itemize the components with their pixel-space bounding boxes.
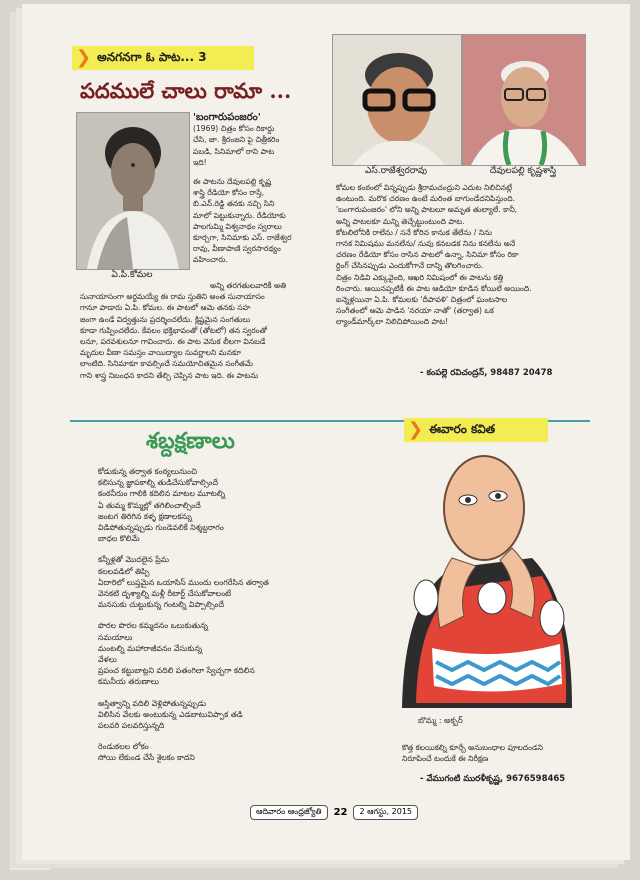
- poem-line: సమయాలు: [98, 632, 133, 642]
- column-tag: [72, 46, 254, 70]
- poem-line: వెనకటి దృశ్యాల్ని మళ్లీ రీటార్ట్ చేసుకోవాలంటే: [98, 589, 232, 599]
- body-paragraph-3: [336, 182, 586, 328]
- lyricist-photo-caption: దేవులపల్లి కృష్ణశాస్త్రి: [489, 166, 557, 176]
- poem-line: ఏదారిలో లుప్తమైన ఒయాసిస్ ముందు లంగరేసిన తర్వాత: [98, 577, 269, 587]
- poem-line: వేళలు: [98, 655, 117, 665]
- author-name: - కంపల్లె రవిచంద్రన్: [420, 368, 485, 378]
- chevron-right-icon: ❯: [76, 47, 92, 68]
- text-line: గాని శాస్త్ర నిబంధన కాదని తేల్చి చెప్పిన పాట ఇది. ఈ పాటను: [80, 370, 259, 380]
- singer-photo: [76, 112, 190, 270]
- poem-line: కోడుకున్న తర్వాత కంఠ్యలునుంచి: [98, 467, 198, 476]
- poet-name: - వేముగంటి మురళీకృష్ణ: [420, 774, 500, 784]
- text-line: ఐన్నెళ్లయినా ఏ.పి. కోమలకు 'దీపావళి' చిత్రంలో ఘంటసాల: [336, 295, 508, 305]
- lyricist-photo: [462, 34, 586, 166]
- article-byline: - కంపల్లె రవిచంద్రన్, 98487 20478: [420, 368, 553, 378]
- poem-stanza: [98, 466, 380, 544]
- composer-photo-caption: ఎస్.రాజేశ్వరరావు: [365, 166, 427, 176]
- poem-line: మంటల్ని మహారాజీవనం వేసుకున్న: [98, 643, 203, 653]
- text-line: ఉంటుంది. మరొక చరణం ఉంటే మరింత బాగుండేదనిపిస్తుంది.: [336, 194, 516, 204]
- page-footer: [250, 805, 418, 820]
- publication-name: ఆదివారం ఆంధ్రజ్యోతి: [250, 805, 328, 820]
- text-line: కూర్చగా, సినిమాకు ఎస్. రాజేశ్వర: [193, 233, 292, 243]
- singer-photo-caption: ఏ.పి.కోమల: [111, 270, 153, 280]
- composer-photo: [332, 34, 462, 166]
- lead-paragraph: [193, 112, 319, 168]
- poem-line: కలిసున్న జ్ఞాపకాల్ని తుడిచేసుకోవాల్సిందే: [98, 478, 218, 488]
- poem-line: విడిపోతున్నప్పుడు గుండెవలికే నిశ్శబ్దరాగం: [98, 523, 224, 533]
- text-line: కూడా గుప్పించలేదు. కేవలం భక్తిభావంతో (తోటలో) తన స్వరంతో: [80, 325, 268, 335]
- text-line: ఈ పాటను దేవులపల్లి కృష్ణ: [193, 177, 272, 186]
- text-line: అన్ని తరగతులవారికీ అతి: [210, 281, 287, 290]
- poem-stanza: [98, 620, 380, 687]
- poem-line: పలవరి పలవరిస్తున్నది: [98, 721, 165, 731]
- text-line: 'బంగారుపంజరం' లోని అన్ని పాటలూ అమృత తుల్యాలే. కానీ,: [336, 205, 518, 215]
- poem-illustration: [392, 448, 578, 708]
- text-line: లనూ, పరవశులనూ గావించారు. ఈ పాట వెనుక లీలగా వినబడే: [80, 337, 266, 347]
- text-line: గానూ పాడారు ఏ.పి. కోమల. ఈ పాటలో ఆమె తనకు సహ: [80, 303, 251, 313]
- poem-closing: [402, 742, 588, 764]
- poem-byline: - వేముగంటి మురళీకృష్ణ, 9676598465: [420, 774, 566, 784]
- text-line: చరణం రేడియో కోసం రాసిన పాటలో ఉన్నా, సినిమా కోసం రికా: [336, 250, 519, 260]
- illustration-credit: బొమ్మ : అక్బర్: [418, 716, 463, 725]
- article-title: పదములే చాలు రామా ...: [80, 78, 292, 103]
- poem-line: కమనీయ తరుణాలు: [98, 677, 159, 687]
- text-line: వహించారు.: [193, 255, 228, 265]
- poem-line: మనసుకు చుట్టుకున్న గంటల్ని విప్పాల్సిందే: [98, 600, 224, 610]
- poem-stanza: [98, 554, 380, 610]
- faces-illustration: [392, 448, 578, 708]
- poet-phone: 9676598465: [506, 774, 566, 784]
- text-line: ర్డింగ్ చేసినప్పుడు ఎందుకోగానే దాన్ని తొలగించారు.: [336, 261, 484, 271]
- text-line: ఇది!: [193, 157, 207, 167]
- text-line: చేసి, జా. శ్రీరంజని పై చిత్రీకరిం: [193, 135, 280, 145]
- body-paragraph-1: [193, 176, 319, 266]
- issue-date: 2 ఆగస్టు, 2015: [353, 805, 418, 820]
- text-line: (1969) చిత్రం కోసం రికార్డు: [193, 124, 275, 134]
- chevron-right-icon: ❯: [408, 419, 424, 440]
- text-line: పాలగుమ్మి విశ్వనాథం స్వరాలు: [193, 221, 282, 231]
- poem-line: నిరూపించే టందుకే ఈ నిరీక్షణ: [402, 754, 489, 764]
- poem-line: జంటగ తిరిగిన కళ్ళ క్షణాలకన్ను: [98, 511, 192, 521]
- poem-line: కలలవడిలో తిప్పి: [98, 566, 150, 576]
- poem-line: సోయి లేకుండ చేసే శైలకం కాదని: [98, 753, 195, 763]
- text-line: జంగా ఉండే విద్వత్తును ప్రదర్శించలేదు. క్లిష్టమైన సంగతులు: [80, 314, 251, 324]
- text-line: మాలో పెట్టుకున్నారు. రేడియోకు: [193, 210, 286, 220]
- singer-portrait-illustration: [77, 113, 189, 269]
- author-phone: 98487 20478: [490, 368, 553, 378]
- poem-stanza: [98, 741, 380, 763]
- lyricist-portrait-illustration: [463, 35, 585, 165]
- poem-line: కొత్త కలయికల్ని కూర్చే అనుబంధాల పూలదండని: [402, 743, 543, 752]
- poem-line: కంఠనీరుం గాలికి కదిలిన మాటల మూటల్ని: [98, 489, 226, 499]
- text-line: రావు, వీణాపాణి స్వరసారథ్యం: [193, 244, 281, 254]
- text-line: శాస్త్రి రేడియో కోసం రాస్తే,: [193, 188, 265, 198]
- text-line: గానక నిమిషము మనలేను/ నువు కనబడక నిను కనలేను అనే: [336, 239, 516, 249]
- poem-line: బాధల కొలిమే: [98, 534, 140, 544]
- text-line: లాంటిది. సినిమాకూ కావల్సిందే సమయోచితమైన సంగీతమే: [80, 359, 253, 369]
- poem-body: [98, 466, 380, 774]
- poem-line: రెండుకలల లోకం: [98, 742, 149, 752]
- poem-title: శబ్దక్షణాలు: [146, 428, 235, 454]
- text-line: చిత్రం నిడివి ఎక్కువైంది, ఆఖరి నిమిషంలో ఈ పాటను కత్తి: [336, 272, 504, 282]
- poem-line: విలిసిన వేలకు అంటుకున్న ఎడబాటువిప్పాక తడి: [98, 709, 243, 719]
- poem-column-tag-label: ఈవారం కవిత: [429, 421, 496, 436]
- text-line: కోమల కంఠంలో విన్నప్పుడు శ్రీరామచంద్రుని ఎదుట నిలిచినట్లే: [336, 183, 512, 192]
- page-number: 22: [333, 807, 348, 818]
- text-line: పబడి, సినిమాలో రాని పాట: [193, 146, 275, 156]
- poem-column-tag: [404, 418, 548, 442]
- text-line: అన్ని పాటలకూ మన్ని తెచ్చేట్టుంటుంది పాట.: [336, 216, 465, 226]
- poem-line: పొరల పొరల కమ్మదనం ఒలుకుతున్న: [98, 621, 208, 631]
- text-line: మృదుల వీణా సమస్తం వాయిద్యాల సువర్ణాలని మనకూ: [80, 348, 242, 358]
- poem-stanza: [98, 698, 380, 732]
- column-tag-label: అనగనగా ఓ పాట... 3: [97, 49, 207, 64]
- body-paragraph-2: [80, 280, 326, 381]
- text-line: 'బంగారుపంజరం': [193, 112, 261, 123]
- poem-line: కన్నీళ్లతో మొదలైన ప్రేమ: [98, 555, 170, 565]
- text-line: సునాయాసంగా అర్థమయ్యే ఈ రామ స్తుతిని అంత సునాయాసం: [80, 292, 265, 302]
- composer-portrait-illustration: [333, 35, 461, 165]
- poem-line: అస్తిత్వాన్ని వదిలి వెళ్లిపోతున్నప్పుడు: [98, 698, 207, 708]
- text-line: ల్యాండ్‌మార్క్‌లా నిలిచిపోయింది పాట!: [336, 317, 449, 327]
- text-line: బి.ఎన్.రెడ్డి తనకు నచ్చి సిని: [193, 199, 275, 209]
- poem-line: ప్రపంచ కట్టుబాట్లని వదిలి పతంగిలా స్వేచ్ఛగా కదిలిన: [98, 666, 255, 676]
- poem-line: ఏ తుమ్మ కొమ్మల్లో తగిలించాల్సిందే: [98, 500, 201, 510]
- text-line: రించారు. ఆయినప్పటికీ ఈ పాట ఆడియో కూడిన కోయిలే అయింది.: [336, 283, 532, 293]
- text-line: కోటలిలోనికి రాలేను / సనే కోరిన కానుక తేలేను / నిను: [336, 227, 493, 237]
- text-line: సంగీతంలో ఆమె పాడిన 'నరయా నాతో' (తర్వాత) ఒక: [336, 306, 494, 316]
